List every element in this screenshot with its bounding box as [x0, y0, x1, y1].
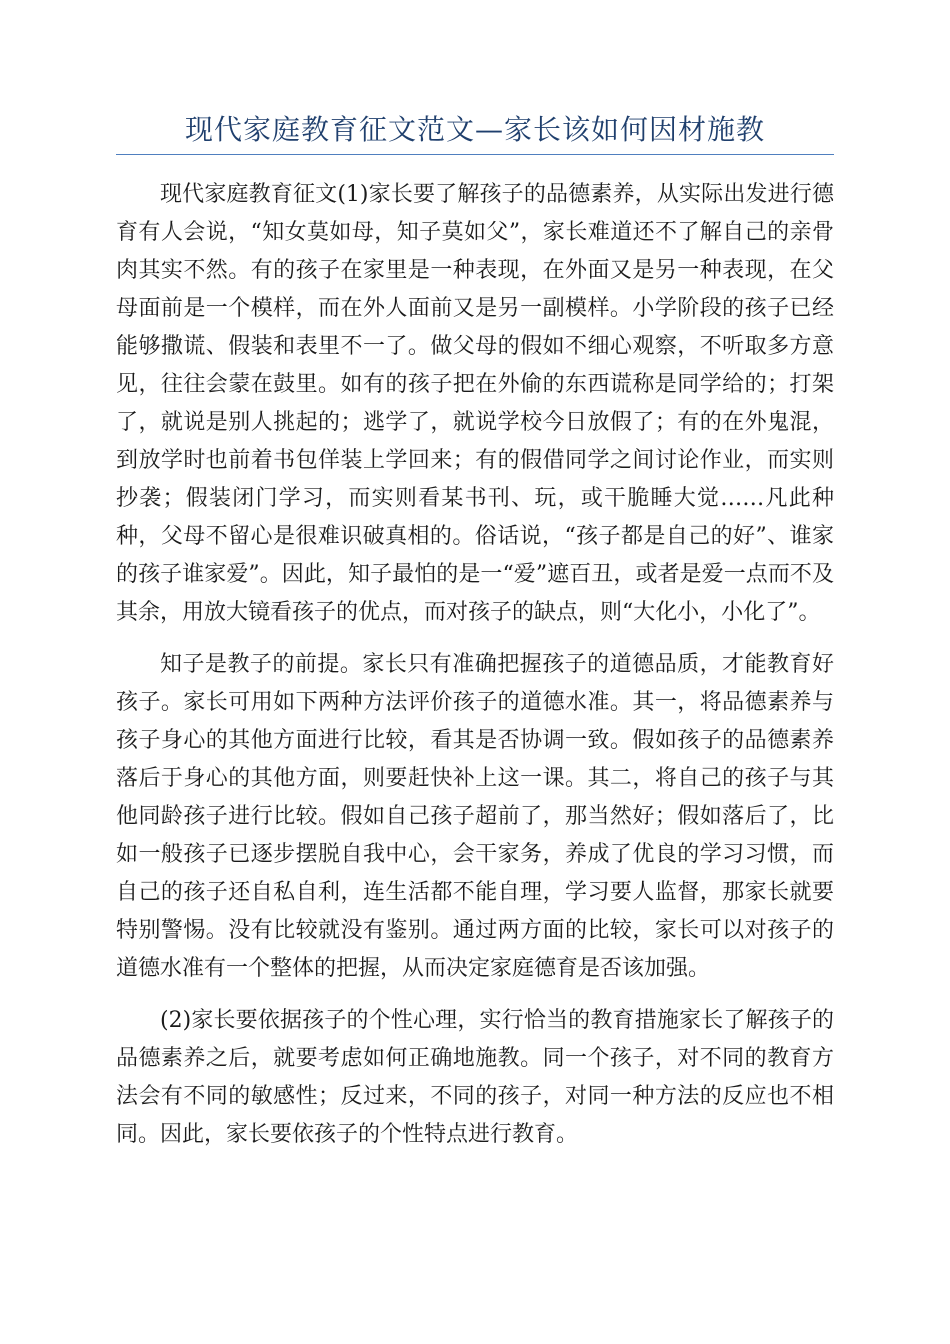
document-title: 现代家庭教育征文范文—家长该如何因材施教	[184, 113, 765, 146]
paragraph-2: 知子是教子的前提。家长只有准确把握孩子的道德品质，才能教育好孩子。家长可用如下两种方法评价孩子的道德水准。其一，将品德素养与孩子身心的其他方面进行比较，看其是否协调一致。假如孩子的品德素养落后于身心的其他方面，则要赶快补上这一课。其二，将自己的孩子与其他同龄孩子进行比较。假如自己孩子超前了，那当然好；假如落后了，比如一般孩子已逐步摆脱自我中心，会干家务，养成了优良的学习习惯，而自己的孩子还自私自利，连生活都不能自理，学习要人监督，那家长就要特别警惕。没有比较就没有鉴别。通过两方面的比较，家长可以对孩子的道德水准有一个整体的把握，从而决定家庭德育是否该加强。	[116, 652, 834, 981]
paragraph-1: 现代家庭教育征文(1)家长要了解孩子的品德素养，从实际出发进行德育有人会说，“知女莫如母，知子莫如父”，家长难道还不了解自己的亲骨肉其实不然。有的孩子在家里是一种表现，在外面又是另一种表现，在父母面前是一个模样，而在外人面前又是另一副模样。小学阶段的孩子已经能够撒谎、假装和表里不一了。做父母的假如不细心观察，不听取多方意见，往往会蒙在鼓里。如有的孩子把在外偷的东西谎称是同学给的；打架了，就说是别人挑起的；逃学了，就说学校今日放假了；有的在外鬼混，到放学时也前着书包佯装上学回来；有的假借同学之间讨论作业，而实则抄袭；假装闭门学习，而实则看某书刊、玩，或干脆睡大觉……凡此种种，父母不留心是很难识破真相的。俗话说，“孩子都是自己的好”、谁家的孩子谁家爱”。因此，知子最怕的是一“爱”遮百丑，或者是爱一点而不及其余，用放大镜看孩子的优点，而对孩子的缺点，则“大化小，小化了”。	[116, 182, 834, 625]
document-body	[116, 176, 834, 1168]
paragraph-3: (2)家长要依据孩子的个性心理，实行恰当的教育措施家长了解孩子的品德素养之后，就要考虑如何正确地施教。同一个孩子，对不同的教育方法会有不同的敏感性；反过来，不同的孩子，对同一种方法的反应也不相同。因此，家长要依孩子的个性特点进行教育。	[116, 1008, 834, 1147]
title-underline	[116, 154, 834, 155]
